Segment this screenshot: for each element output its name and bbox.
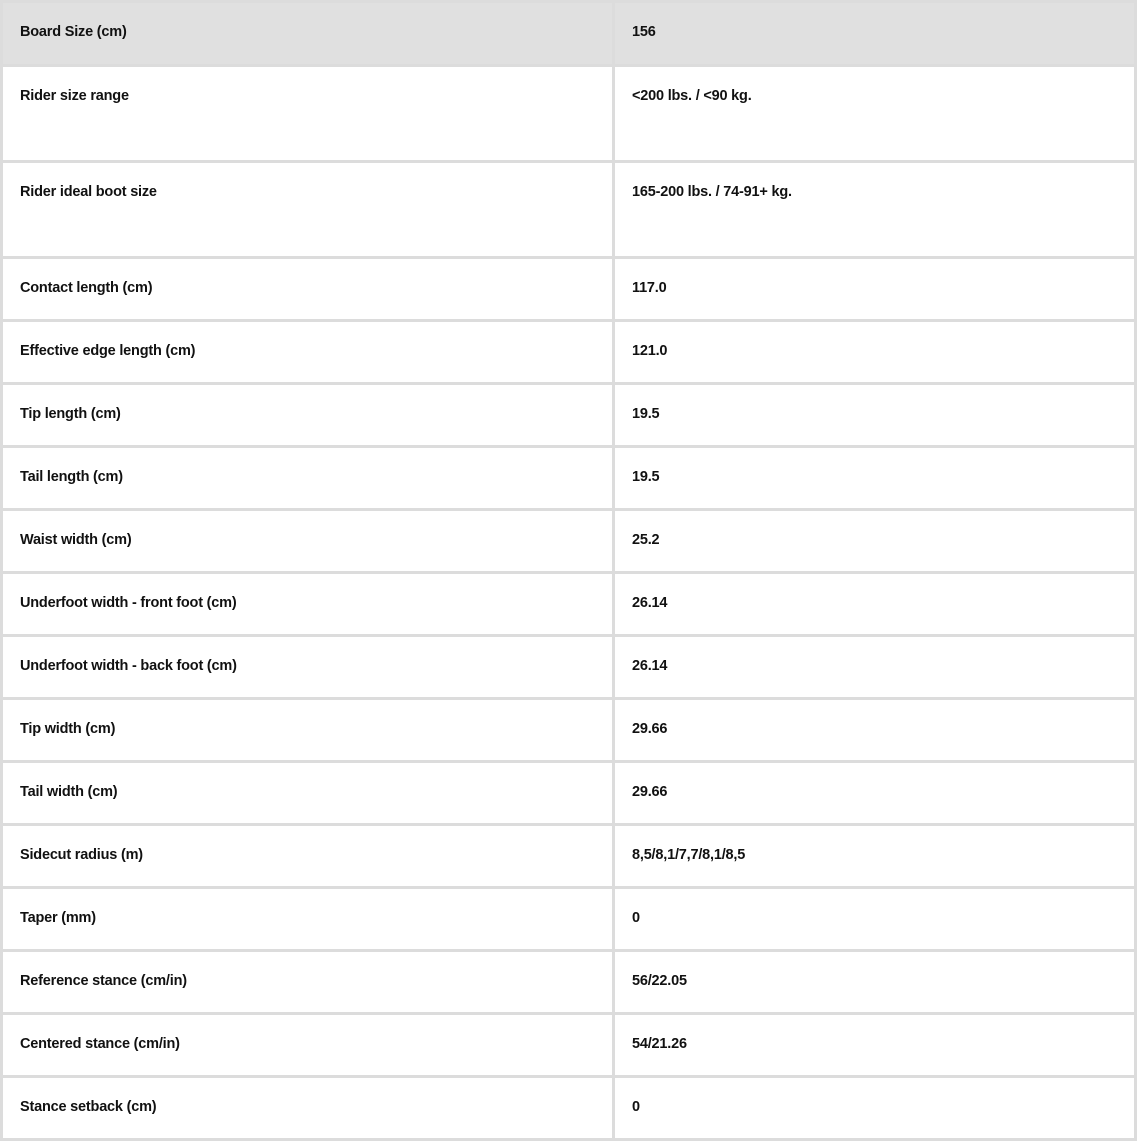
spec-label: Waist width (cm) — [2, 510, 614, 573]
spec-value: 121.0 — [614, 321, 1136, 384]
spec-label: Sidecut radius (m) — [2, 825, 614, 888]
table-row — [2, 258, 1136, 321]
spec-value: 54/21.26 — [614, 1014, 1136, 1077]
spec-value: 25.2 — [614, 510, 1136, 573]
table-row — [2, 1077, 1136, 1140]
table-row — [2, 699, 1136, 762]
table-row — [2, 384, 1136, 447]
spec-label: Stance setback (cm) — [2, 1077, 614, 1140]
table-row — [2, 66, 1136, 162]
table-row — [2, 573, 1136, 636]
spec-value: 26.14 — [614, 573, 1136, 636]
spec-label: Rider size range — [2, 66, 614, 162]
table-row — [2, 162, 1136, 258]
table-row — [2, 762, 1136, 825]
table-row — [2, 1014, 1136, 1077]
table-row — [2, 510, 1136, 573]
spec-value: 165-200 lbs. / 74-91+ kg. — [614, 162, 1136, 258]
table-header-row — [2, 2, 1136, 66]
spec-label: Centered stance (cm/in) — [2, 1014, 614, 1077]
table-row — [2, 636, 1136, 699]
header-label: Board Size (cm) — [2, 2, 614, 66]
spec-label: Tail width (cm) — [2, 762, 614, 825]
spec-label: Effective edge length (cm) — [2, 321, 614, 384]
table-row — [2, 951, 1136, 1014]
table-row — [2, 447, 1136, 510]
spec-label: Underfoot width - front foot (cm) — [2, 573, 614, 636]
spec-value: 8,5/8,1/7,7/8,1/8,5 — [614, 825, 1136, 888]
spec-value: 117.0 — [614, 258, 1136, 321]
spec-value: 56/22.05 — [614, 951, 1136, 1014]
spec-label: Tip length (cm) — [2, 384, 614, 447]
spec-value: 29.66 — [614, 699, 1136, 762]
spec-label: Tip width (cm) — [2, 699, 614, 762]
table-row — [2, 321, 1136, 384]
spec-label: Underfoot width - back foot (cm) — [2, 636, 614, 699]
spec-label: Rider ideal boot size — [2, 162, 614, 258]
spec-value: 19.5 — [614, 447, 1136, 510]
spec-value: 0 — [614, 1077, 1136, 1140]
spec-value: 29.66 — [614, 762, 1136, 825]
spec-label: Contact length (cm) — [2, 258, 614, 321]
spec-label: Reference stance (cm/in) — [2, 951, 614, 1014]
spec-label: Tail length (cm) — [2, 447, 614, 510]
spec-value: 0 — [614, 888, 1136, 951]
spec-value: 19.5 — [614, 384, 1136, 447]
table-row — [2, 888, 1136, 951]
spec-value: <200 lbs. / <90 kg. — [614, 66, 1136, 162]
table-row — [2, 825, 1136, 888]
header-value: 156 — [614, 2, 1136, 66]
spec-label: Taper (mm) — [2, 888, 614, 951]
spec-value: 26.14 — [614, 636, 1136, 699]
